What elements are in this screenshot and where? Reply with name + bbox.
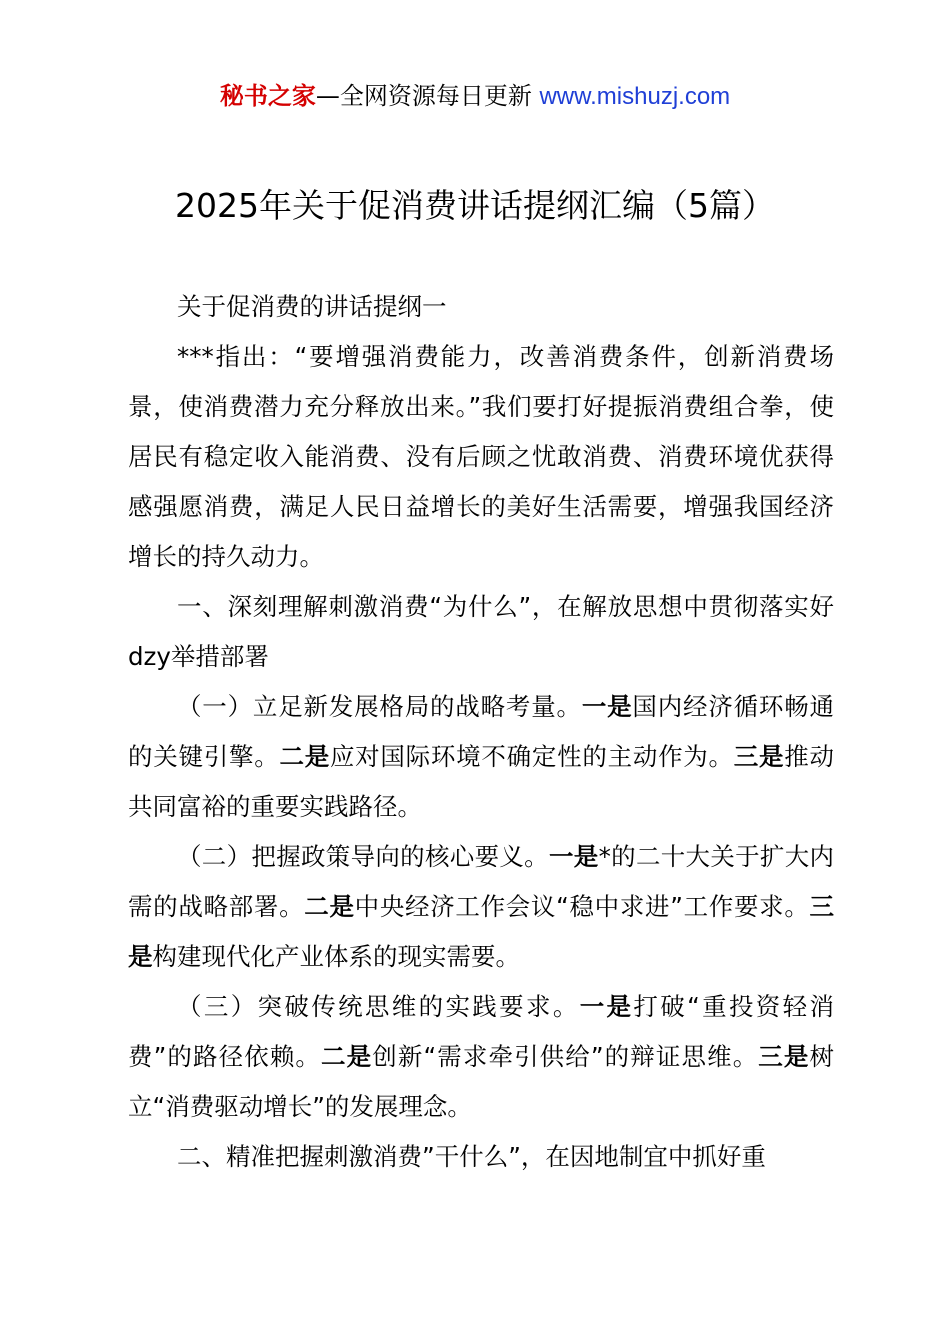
site-url-link[interactable]: www.mishuzj.com bbox=[539, 83, 731, 110]
text-run: （三）突破传统思维的实践要求。 bbox=[177, 992, 580, 1021]
text-run: 二、精准把握刺激消费”干什么”，在因地制宜中抓好重 bbox=[177, 1142, 766, 1171]
text-run: 推动共同富裕的重要实践路径。 bbox=[128, 742, 835, 821]
text-run: 国内经济循环畅通的关键引擎。 bbox=[128, 692, 835, 771]
bold-marker: 一是 bbox=[548, 842, 599, 871]
bold-marker: 二是 bbox=[304, 892, 355, 921]
body-paragraph bbox=[128, 832, 834, 982]
bold-marker: 三是 bbox=[758, 1042, 810, 1071]
header-slogan: —全网资源每日更新 bbox=[315, 82, 532, 110]
site-header bbox=[0, 80, 950, 113]
text-run: 构建现代化产业体系的现实需要。 bbox=[152, 942, 520, 971]
text-run: 一、深刻理解刺激消费“为什么”，在解放思想中贯彻落实好dzy举措部署 bbox=[128, 592, 834, 671]
body-paragraph bbox=[128, 582, 834, 682]
text-run: 中央经济工作会议“稳中求进”工作要求。 bbox=[354, 892, 810, 921]
brand-name: 秘书之家 bbox=[219, 82, 316, 110]
bold-marker: 三是 bbox=[128, 892, 835, 971]
text-run: *的二十大关于扩大内需的战略部署。 bbox=[128, 842, 835, 921]
text-run: （二）把握政策导向的核心要义。 bbox=[177, 842, 549, 871]
bold-marker: 一是 bbox=[579, 992, 634, 1021]
body-paragraph bbox=[128, 332, 834, 582]
document-body bbox=[128, 282, 834, 1182]
text-run: 关于促消费的讲话提纲一 bbox=[177, 292, 447, 321]
text-run: 应对国际环境不确定性的主动作为。 bbox=[329, 742, 734, 771]
bold-marker: 二是 bbox=[321, 1042, 373, 1071]
text-run: ***指出：“要增强消费能力，改善消费条件，创新消费场景，使消费潜力充分释放出来。”我们要打好提振消费组合拳，使居民有稳定收入能消费、没有后顾之忧敢消费、消费环境优获得感强愿消费，满足人民日益增长的美好生活需要，增强我国经济增长的持久动力。 bbox=[128, 342, 834, 571]
bold-marker: 二是 bbox=[279, 742, 330, 771]
body-paragraph bbox=[128, 682, 834, 832]
body-paragraph bbox=[128, 982, 834, 1132]
section-heading bbox=[128, 282, 834, 332]
body-paragraph bbox=[128, 1132, 834, 1182]
text-run: 树立“消费驱动增长”的发展理念。 bbox=[128, 1042, 835, 1121]
text-run: （一）立足新发展格局的战略考量。 bbox=[177, 692, 582, 721]
bold-marker: 三是 bbox=[733, 742, 785, 771]
text-run: 打破“重投资轻消费”的路径依赖。 bbox=[128, 992, 835, 1071]
bold-marker: 一是 bbox=[581, 692, 633, 721]
text-run: 创新“需求牵引供给”的辩证思维。 bbox=[372, 1042, 759, 1071]
document-title: 2025年关于促消费讲话提纲汇编（5篇） bbox=[175, 186, 775, 225]
